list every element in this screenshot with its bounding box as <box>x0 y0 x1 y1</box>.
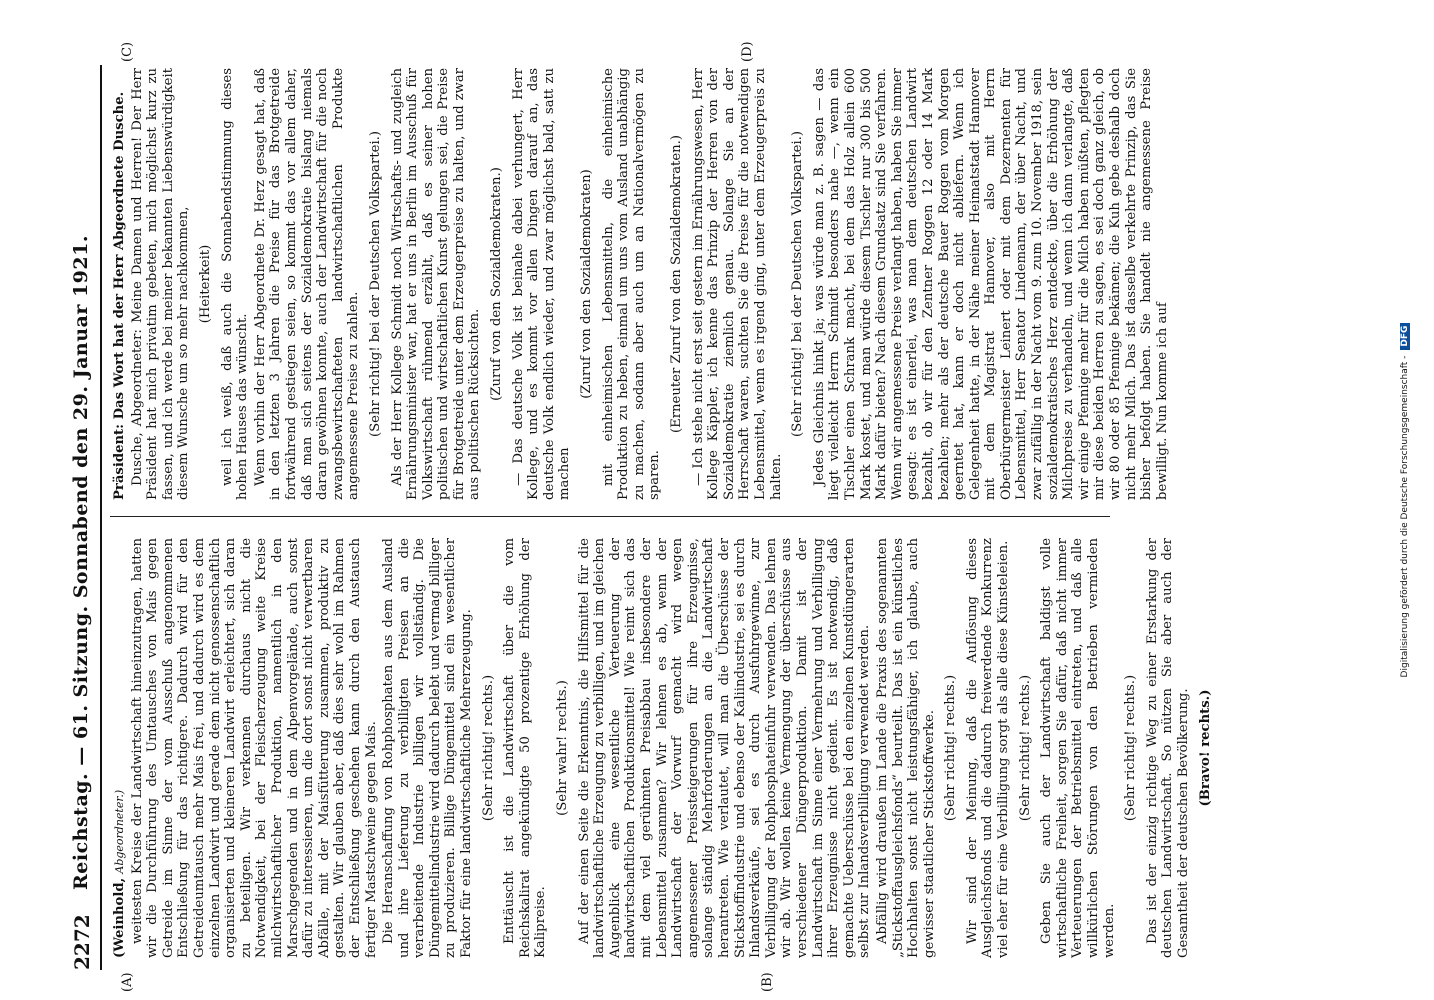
left-column <box>112 538 1213 958</box>
paragraph: Das ist der einzig richtige Weg zu einer Erstarkung der deutschen Landwirtschaft. So nützen Sie aber auch der Gesamtheit der deutschen Bevölkerung. <box>1144 538 1191 958</box>
margin-letter-b: (B) <box>760 972 775 992</box>
header-rule <box>100 65 102 970</box>
interjection: (Bravo! rechts.) <box>1197 689 1213 807</box>
paragraph: Enttäuscht ist die Landwirtschaft über die vom Reichskalirat angekündigte 50 prozentige Erhöhung der Kalipreise. <box>502 538 549 958</box>
interjection: (Erneuter Zuruf von den Sozialdemokraten.) <box>669 135 684 434</box>
paragraph: Als der Herr Kollege Schmidt noch Wirtschafts- und zugleich Ernährungsminister war, hat er uns in Berlin im Ausschuß für Volkswirtschaft rühmend erzählt, daß es seiner hohen politischen und wirtschaftlichen Kunst gelungen sei, die Preise für Brotgetreide unter dem Erzeugerpreise zu halten, und zwar aus politischen Rücksichten. <box>389 68 483 500</box>
interjection: (Heiterkeit) <box>197 244 213 324</box>
paragraph: Wenn vorhin der Herr Abgeordnete Dr. Herz gesagt hat, daß in den letzten 3 Jahren die Preise für das Brotgetreide fortwährend gestiegen seien, so kommt das vor allem daher, daß man sich seitens der Sozialdemokratie bislang niemals daran gewöhnen konnte, auch der Landwirtschaft für die noch zwangsbewirtschafteten landwirtschaftlichen Produkte angemessene Preise zu zahlen. <box>252 68 362 500</box>
interjection: (Sehr richtig! bei der Deutschen Volkspartei.) <box>790 130 806 438</box>
interjection: (Sehr richtig! rechts.) <box>1123 674 1139 822</box>
interjection: (Sehr wahr! rechts.) <box>555 680 571 816</box>
paragraph: Wir sind der Meinung, daß die Auflösung dieses Ausgleichsfonds und die dadurch freiwerdende Konkurrenz viel eher für eine Verbilligung sorgt als alle diese Künsteleien. <box>964 538 1012 958</box>
page-number: 2272 <box>70 914 94 970</box>
margin-letter-c: (C) <box>120 41 135 62</box>
paragraph: Jedes Gleichnis hinkt ja; was würde man z. B. sagen — das liegt vielleicht Herrn Schmidt besonders nahe —, wenn ein Tischler einen Schrank macht, bei dem das Holz allein 600 Mark kostet, und man würde diesem Tischler nur 300 bis 500 Mark dafür bieten? Nach diesem Grundsatz sind Sie verfahren. Wenn wir angemessene Preise verlangt haben, haben Sie immer gesagt: es ist einerlei, was man dem deutschen Landwirt bezahlt, ob wir für den Zentner Roggen 12 oder 14 Mark bezahlen; mehr als der deutsche Bauer Roggen vom Morgen geerntet hat, kann er doch nicht abliefern. Wenn ich Gelegenheit hatte, in der Nähe meiner Heimatstadt Hannover mit dem Magistrat Hannover, also mit Herrn Oberbürgermeister Leinert oder mit dem Dezernenten für Lebensmittel, Herr Senator Lindemann, der über Nacht, und zwar zufällig in der Nacht vom 9. zum 10. November 1918, sein sozialdemokratisches Herz entdeckte, über die Erhöhung der Milchpreise zu verhandeln, und wenn ich dann verlangte, daß wir einige Pfennige mehr für die Milch haben müßten, pflegten mir diese beiden Herren zu sagen, es sei doch ganz gleich, ob wir 80 oder 85 Pfennige bekämen; die Kuh gebe deshalb doch nicht mehr Milch. Das ist dasselbe verkehrte Prinzip, das Sie bisher befolgt haben. Sie handelt nie angemessene Preise bewilligt. Nun komme ich auf <box>811 68 1170 500</box>
paragraph: Abfällig wird draußen im Lande die Praxis des sogenannten „Stickstoffausgleichsfonds“ beurteilt. Das ist ein künstliches Hochhalten sonst nicht leistungsfähiger, ich glaube, auch gewisser staatlicher Stickstoffwerke. <box>874 538 937 958</box>
paragraph: weil ich weiß, daß auch die Sonnabendstimmung dieses hohen Hauses das wünscht. <box>219 68 251 500</box>
paragraph: Dusche, Abgeordneter: Meine Damen und Herren! Der Herr Präsident hat mich privatim gebeten, mich möglichst kurz zu fassen, und ich werde bei meiner bekannten Liebenswürdigkeit diesem Wunsche um so mehr nachkommen, <box>129 68 192 500</box>
paragraph: Auf der einen Seite die Erkenntnis, die Hilfsmittel für die landwirtschaftliche Erzeugung zu verbilligen, und im gleichen Augenblick eine wesentliche Verteuerung der landwirtschaftlichen Produktionsmittel! Wie reimt sich das mit dem viel gerühmten Preisabbau insbesondere der Lebensmittel zusammen? Wir lehnen es ab, wenn der Landwirtschaft der Vorwurf gemacht wird wegen angemessener Preissteigerungen für ihre Erzeugnisse, solange ständig Mehrforderungen an die Landwirtschaft herantreten. Wie verlautet, will man die Überschüsse der Stickstoffindustrie und ebenso der Kaliindustrie, sei es durch Inlandsverkäufe, sei es durch Ausfuhrgewinne, zur Verbilligung der Rohphosphateinfuhr verwenden. Das lehnen wir ab. Wir wollen keine Vermengung der überschüsse aus verschiedener Düngerproduktion. Damit ist der Landwirtschaft im Sinne einer Vermehrung und Verbilligung ihrer Erzeugnisse nicht gedient. Es ist notwendig, daß gemachte Ueberschüsse bei den einzelnen Kunstdüngerarten selbst zur Inlandsverbilligung verwendet werden. <box>576 538 873 958</box>
margin-letter-a: (A) <box>120 972 135 992</box>
paragraph: Geben Sie auch der Landwirtschaft baldigst volle wirtschaftliche Freiheit, sorgen Sie dafür, daß nicht immer Verteuerungen der Betriebsmittel eintreten, und daß alle willkürlichen Störungen von den Betrieben vermieden werden. <box>1039 538 1117 958</box>
page-title: Reichstag. — 61. Sitzung. Sonnabend den 29. Januar 1921. <box>70 235 92 890</box>
dfg-logo-badge: DFG <box>1400 323 1410 350</box>
speaker-role: Abgeordneter.) <box>113 789 126 874</box>
dfg-footer <box>1400 0 1410 1000</box>
paragraph: weitesten Kreise der Landwirtschaft hineinzutragen, hatten wir die Durchführung des Umtausches von Mais gegen Getreide im Sinne der vom Ausschuß angenommenen Entschließung für das richtigere. Dadurch wird für den Getreideumtausch mehr Mais frei, und dadurch wird es dem einzelnen Landwirt und gerade dem nicht genossenschaftlich organisierten und kleineren Landwirt erleichtert, sich daran zu beteiligen. Wir verkennen durchaus nicht die Notwendigkeit, bei der Fleischerzeugung weite Kreise milchwirtschaftlicher Produktion, namentlich in den Marschgegenden und in dem Alpenvorgelände, auch sonst dafür zu interessieren, um die dort sonst nicht verwertbaren Abfälle, mit der Maisfütterung zusammen, produktiv zu gestalten. Wir glauben aber, daß dies sehr wohl im Rahmen der Entschließung geschehen kann durch den Austausch fertiger Mastschweine gegen Mais. <box>129 538 379 958</box>
interjection: (Zuruf von den Sozialdemokraten) <box>579 169 595 399</box>
page-header <box>58 65 102 970</box>
president-line: Präsident: Das Wort hat der Herr Abgeordnete Dusche. <box>112 91 127 500</box>
speaker-name: (Weinhold, <box>112 877 127 958</box>
paragraph: Die Heranschaffung von Rohphosphaten aus dem Ausland und ihre Lieferung zu verbilligten Preisen an die verarbeitende Industrie billigen wir vollständig. Die Düngemittelindustrie wird dadurch belebt und vermag billiger zu produzieren. Billige Düngemittel sind ein wesentlicher Faktor für eine landwirtschaftliche Mehrerzeugung. <box>381 538 475 958</box>
interjection: (Sehr richtig! rechts.) <box>1017 674 1033 822</box>
paragraph: mit einheimischen Lebensmitteln, die einheimische Produktion zu heben, einmal um uns vom Ausland unabhängig zu machen, sodann aber auch um an Nationalvermögen zu sparen. <box>600 68 663 500</box>
paragraph: — Ich stehe nicht erst seit gestern im Ernährungswesen, Herr Kollege Käppler, ich kenne das Prinzip der Herren von der Sozialdemokratie ziemlich genau. Solange Sie an der Herrschaft waren, suchten Sie die Preise für die notwendigen Lebensmittel, wenn es irgend ging, unter dem Erzeugerpreis zu halten. <box>690 68 784 500</box>
right-column <box>112 68 1170 500</box>
interjection: (Sehr richtig! rechts.) <box>943 674 959 822</box>
interjection: (Zuruf von den Sozialdemokraten.) <box>489 167 505 401</box>
column-divider <box>110 516 1110 517</box>
interjection: (Sehr richtig! rechts.) <box>480 674 496 822</box>
margin-letter-d: (D) <box>740 41 755 62</box>
dfg-footer-text: Digitalisierung gefördert durch die Deutsche Forschungsgemeinschaft - <box>1400 355 1410 678</box>
paragraph: — Das deutsche Volk ist beinahe dabei verhungert, Herr Kollege, und es kommt vor allen Dingen darauf an, das deutsche Volk endlich wieder, und zwar möglichst bald, satt zu machen <box>510 68 573 500</box>
interjection: (Sehr richtig! bei der Deutschen Volkspartei.) <box>367 130 383 438</box>
speaker-line <box>112 538 128 958</box>
